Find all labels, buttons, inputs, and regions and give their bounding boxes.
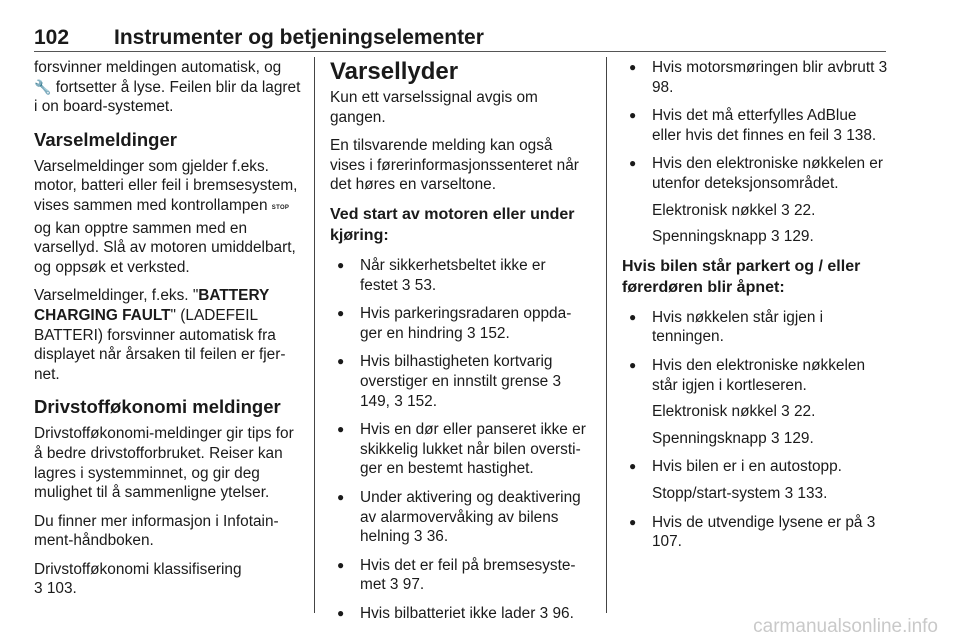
wrench-icon: 🔧 <box>34 78 52 95</box>
list-parkert-2 <box>622 457 888 477</box>
paragraph-varsel-1: Varselmeldinger som gjelder f.eks. motor, batteri eller feil i bremsesystem, vises sammen med kontrollampen STOP og kan opptre sammen med en varsellyd. Slå av motoren umiddelbart, og oppsøk et verksted. <box>34 157 298 276</box>
column-divider-2 <box>606 57 607 613</box>
column-middle <box>330 58 586 632</box>
list-item: ● Hvis en dør eller panseret ikke er skikkelig lukket når bilen overstiger en bestemt hastighet. <box>330 420 586 479</box>
page-title: Instrumenter og betjeningselementer <box>114 26 484 49</box>
heading-parkert: Hvis bilen står parkert og / eller førerdøren blir åpnet: <box>622 257 861 296</box>
page-header <box>34 26 886 54</box>
list-item: ● Hvis parkeringsradaren oppdager en hindring 3 152. <box>330 304 586 343</box>
list-continued <box>622 58 888 194</box>
heading-varselmeldinger: Varselmeldinger <box>34 128 177 150</box>
stop-icon: STOP <box>271 204 290 211</box>
list-subline: Elektronisk nøkkel 3 22. <box>652 201 816 219</box>
list-subline: Spenningsknapp 3 129. <box>652 228 814 246</box>
paragraph-drivstoff-3: Drivstofføkonomi klassifisering 3 103. <box>34 560 242 598</box>
list-item: ● Under aktivering og deaktivering av alarmovervåking av bilens helning 3 36. <box>330 488 586 547</box>
list-subline: Elektronisk nøkkel 3 22. <box>652 403 816 421</box>
list-parkert <box>622 308 888 395</box>
paragraph-varsellyder-2: En tilsvarende melding kan også vises i førerinformasjonssenteret når det høres en varseltone. <box>330 137 579 194</box>
column-divider-1 <box>314 57 315 613</box>
list-item: ● Hvis nøkkelen står igjen i tenningen. <box>622 308 888 347</box>
list-item: ● Hvis motorsmøringen blir avbrutt 3 98. <box>622 58 888 97</box>
list-item: ● Hvis de utvendige lysene er på 3 107. <box>622 513 888 552</box>
list-item: ● Når sikkerhetsbeltet ikke er festet 3 53. <box>330 256 586 295</box>
page-number: 102 <box>34 26 70 49</box>
list-subline: Stopp/start-system 3 133. <box>652 484 828 502</box>
heading-start: Ved start av motoren eller under kjøring: <box>330 205 575 244</box>
heading-varsellyder: Varsellyder <box>330 58 459 85</box>
list-item: ● Hvis det må etterfylles AdBlue eller hvis det finnes en feil 3 138. <box>622 106 888 145</box>
column-left <box>34 58 302 608</box>
list-item: ● Hvis bilhastigheten kortvarig overstiger en innstilt grense 3 149, 3 152. <box>330 352 586 411</box>
header-divider <box>34 51 886 52</box>
column-right <box>622 58 888 561</box>
list-item: ● Hvis det er feil på bremsesystemet 3 97. <box>330 556 586 595</box>
paragraph-varsellyder-1: Kun ett varselssignal avgis om gangen. <box>330 89 538 126</box>
watermark: carmanualsonline.info <box>753 616 938 637</box>
page-ref: 3 103. <box>34 580 77 598</box>
list-start <box>330 256 586 624</box>
list-item: ● Hvis den elektroniske nøkkelen står igjen i kortleseren. <box>622 356 888 395</box>
list-subline: Spenningsknapp 3 129. <box>652 429 814 447</box>
paragraph-varsel-2: Varselmeldinger, f.eks. "BATTERY CHARGING FAULT" (LADEFEIL BATTERI) forsvinner automatisk fra displayet når årsaken til feilen er fjernet. <box>34 287 286 383</box>
list-parkert-3 <box>622 513 888 552</box>
paragraph-drivstoff-1: Drivstofføkonomi-meldinger gir tips for å bedre drivstofforbruket. Reiser kan lagres i systemminnet, og gir deg mulighet til å sammenligne ytelser. <box>34 425 294 502</box>
heading-drivstoff: Drivstofføkonomi meldinger <box>34 396 281 418</box>
list-item: ● Hvis den elektroniske nøkkelen er utenfor deteksjonsområdet. <box>622 154 888 193</box>
list-item: ● Hvis bilen er i en autostopp. <box>622 457 888 477</box>
paragraph-drivstoff-2: Du finner mer informasjon i Infotainment-håndboken. <box>34 512 279 550</box>
list-item: ● Hvis bilbatteriet ikke lader 3 96. <box>330 604 586 624</box>
paragraph-intro: forsvinner meldingen automatisk, og 🔧 fortsetter å lyse. Feilen blir da lagret i on board-systemet. <box>34 59 301 116</box>
